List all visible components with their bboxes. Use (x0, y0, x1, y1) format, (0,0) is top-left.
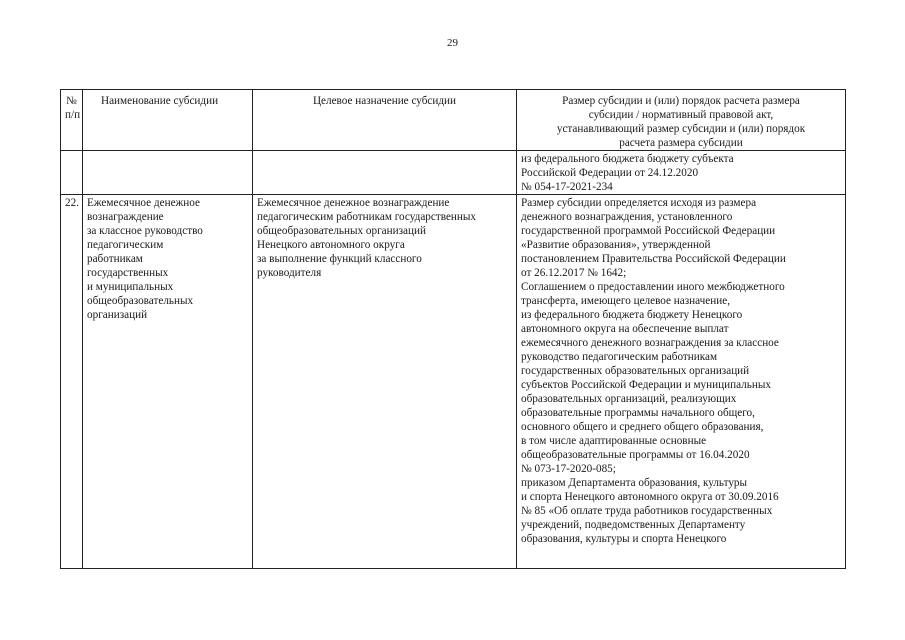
text-line: руководство педагогическим работникам (521, 351, 718, 363)
table-header-row (61, 90, 846, 151)
text-line: организаций (87, 309, 148, 321)
text-line: автономного округа на обеспечение выплат (521, 323, 729, 335)
text-line: государственной программой Российской Федерации (521, 225, 776, 237)
text-line: за выполнение функций классного (257, 253, 422, 265)
text-line: и спорта Ненецкого автономного округа от 30.09.2016 (521, 491, 779, 503)
text-line: из федерального бюджета бюджету субъекта (521, 153, 734, 165)
text-line: Ежемесячное денежное (87, 197, 200, 209)
header-purpose (253, 90, 517, 151)
cell-purpose-22 (253, 195, 517, 569)
text-line: постановлением Правительства Российской Федерации (521, 253, 786, 265)
text-line: ежемесячного денежного вознаграждения за классное (521, 337, 779, 349)
text-line: расчета размера субсидии (619, 137, 743, 149)
text-line: в том числе адаптированные основные (521, 435, 707, 447)
text-line: Наименование субсидии (101, 95, 219, 107)
text-line: от 26.12.2017 № 1642; (521, 267, 627, 279)
text-line: № (66, 95, 77, 107)
cell-purpose-continuation (253, 151, 517, 195)
cell-name-22 (83, 195, 253, 569)
text-line: субъектов Российской Федерации и муниципальных (521, 379, 771, 391)
text-line: трансферта, имеющего целевое назначение, (521, 295, 730, 307)
text-line: образовательных организаций, реализующих (521, 393, 737, 405)
text-line: Размер субсидии и (или) порядок расчета размера (562, 95, 800, 107)
header-name (83, 90, 253, 151)
text-line: и муниципальных (87, 281, 174, 293)
text-line: государственных (87, 267, 169, 279)
text-line: устанавливающий размер субсидии и (или) порядок (556, 123, 806, 135)
text-line: приказом Департамента образования, культуры (521, 477, 748, 489)
text-line: Российской Федерации от 24.12.2020 (521, 167, 699, 179)
text-line: денежного вознаграждения, установленного (521, 211, 733, 223)
table-row-continuation (61, 151, 846, 195)
header-num (61, 90, 83, 151)
text-line: педагогическим (87, 239, 164, 251)
text-line: образовательные программы начального общего, (521, 407, 755, 419)
cell-num-continuation (61, 151, 83, 195)
text-line: № 073-17-2020-085; (521, 463, 616, 475)
text-line: вознаграждение (87, 211, 164, 223)
text-line: педагогическим работникам государственных (257, 211, 477, 223)
text-line: Размер субсидии определяется исходя из размера (521, 197, 757, 209)
text-line: образования, культуры и спорта Ненецкого (521, 533, 727, 545)
cell-name-continuation (83, 151, 253, 195)
text-line: учреждений, подведомственных Департаменту (521, 519, 746, 531)
subsidy-table (60, 89, 846, 569)
text-line: работникам (87, 253, 143, 265)
text-line: общеобразовательные программы от 16.04.2020 (521, 449, 750, 461)
text-line: № 85 «Об оплате труда работников государственных (521, 505, 773, 517)
cell-num-22: 22. (61, 195, 83, 569)
cell-size-22 (517, 195, 846, 569)
text-line: за классное руководство (87, 225, 203, 237)
text-line: субсидии / нормативный правовой акт, (588, 109, 774, 121)
text-line: Соглашением о предоставлении иного межбюджетного (521, 281, 785, 293)
text-line: руководителя (257, 267, 322, 279)
text-line: Целевое назначение субсидии (312, 95, 457, 107)
text-line: Ненецкого автономного округа (257, 239, 405, 251)
cell-size-continuation (517, 151, 846, 195)
text-line: общеобразовательных (87, 295, 194, 307)
text-line: государственных образовательных организаций (521, 365, 750, 377)
table-row-22 (61, 195, 846, 569)
text-line: основного общего и среднего общего образования, (521, 421, 764, 433)
header-size (517, 90, 846, 151)
text-line: п/п (65, 109, 81, 121)
text-line: «Развитие образования», утвержденной (521, 239, 711, 251)
text-line: № 054-17-2021-234 (521, 181, 613, 193)
text-line: из федерального бюджета бюджету Ненецкого (521, 309, 743, 321)
text-line: общеобразовательных организаций (257, 225, 426, 237)
text-line: Ежемесячное денежное вознаграждение (257, 197, 450, 209)
page-number: 29 (447, 37, 458, 49)
